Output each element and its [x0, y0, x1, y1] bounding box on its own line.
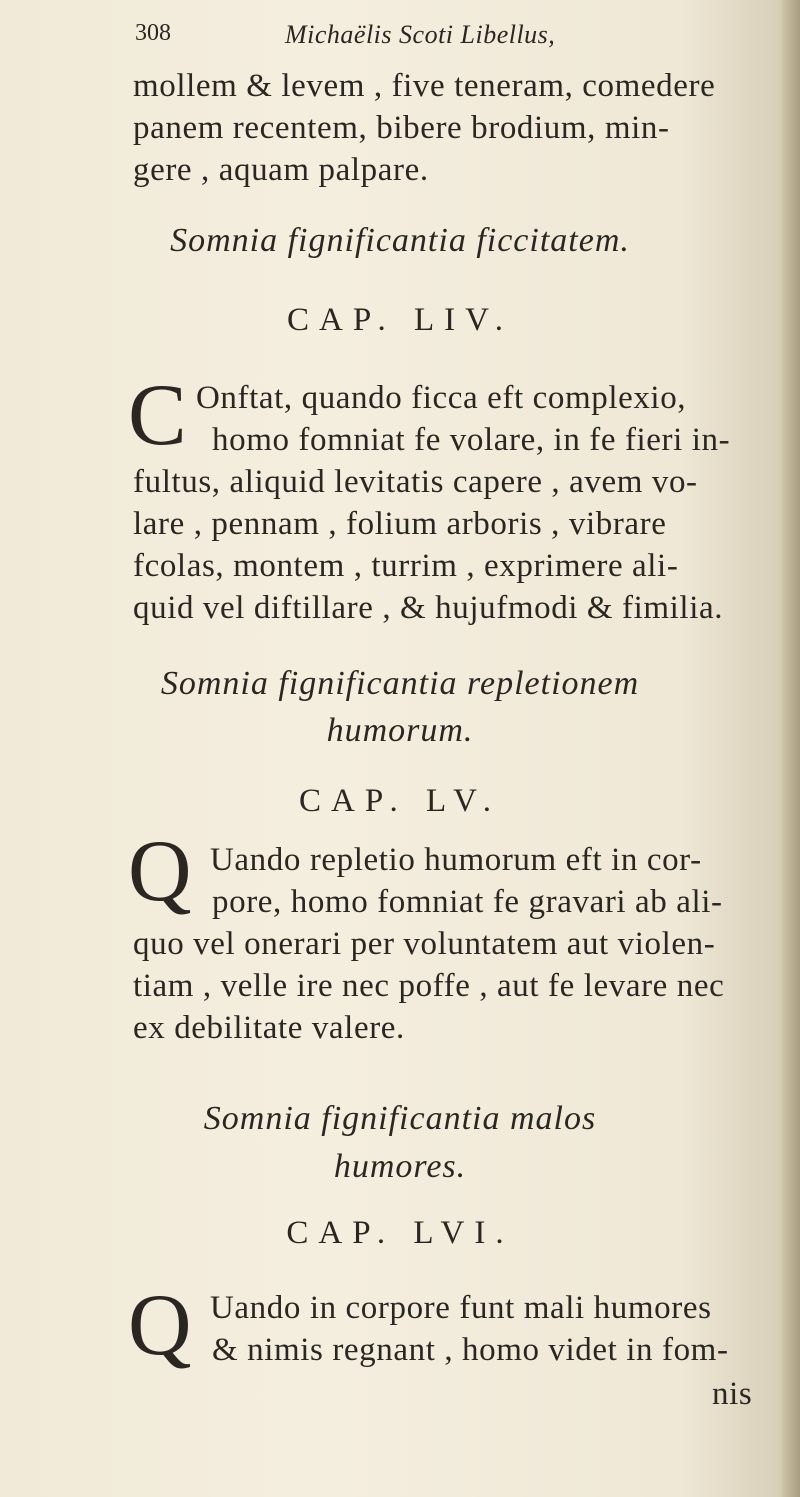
- text-line: fcolas, montem , turrim , exprimere ali-: [133, 548, 679, 584]
- text-line: ex debilitate valere.: [133, 1010, 405, 1046]
- section-heading: Somnia fignificantia malos: [203, 1100, 597, 1137]
- text-line: Onftat, quando ficca eft complexio,: [196, 380, 687, 416]
- section-heading: Somnia fignificantia repletionem: [160, 665, 640, 702]
- section-heading-continued: humores.: [333, 1148, 467, 1185]
- drop-capital: Q: [128, 823, 192, 920]
- text-line: homo fomniat fe volare, in fe fieri in-: [212, 422, 731, 458]
- text-line: lare , pennam , folium arboris , vibrare: [133, 506, 667, 542]
- text-line: tiam , velle ire nec poffe , aut fe levare nec: [133, 968, 725, 1004]
- section-heading-continued: humorum.: [326, 712, 474, 749]
- text-line: Uando repletio humorum eft in cor-: [210, 842, 702, 878]
- text-line: mollem & levem , five teneram, comedere: [133, 68, 716, 104]
- text-line: & nimis regnant , homo videt in fom-: [212, 1332, 729, 1368]
- text-line: quid vel diftillare , & hujufmodi & fimilia.: [133, 590, 724, 626]
- text-line: gere , aquam palpare.: [133, 152, 429, 188]
- catchword: nis: [712, 1376, 753, 1412]
- chapter-label: CAP. LIV.: [286, 302, 513, 338]
- text-line: panem recentem, bibere brodium, min-: [133, 110, 670, 146]
- chapter-label: CAP. LV.: [299, 783, 501, 819]
- page-number: 308: [135, 20, 171, 46]
- text-line: Uando in corpore funt mali humores: [210, 1290, 712, 1326]
- text-line: quo vel onerari per voluntatem aut violen-: [133, 926, 716, 962]
- drop-capital: Q: [128, 1277, 192, 1374]
- text-line: fultus, aliquid levitatis capere , avem vo-: [133, 464, 698, 500]
- text-line: pore, homo fomniat fe gravari ab ali-: [212, 884, 723, 920]
- chapter-label: CAP. LVI.: [286, 1215, 514, 1251]
- drop-capital: C: [128, 367, 187, 464]
- running-title: Michaëlis Scoti Libellus,: [285, 20, 556, 49]
- section-heading: Somnia fignificantia ficcitatem.: [170, 222, 630, 259]
